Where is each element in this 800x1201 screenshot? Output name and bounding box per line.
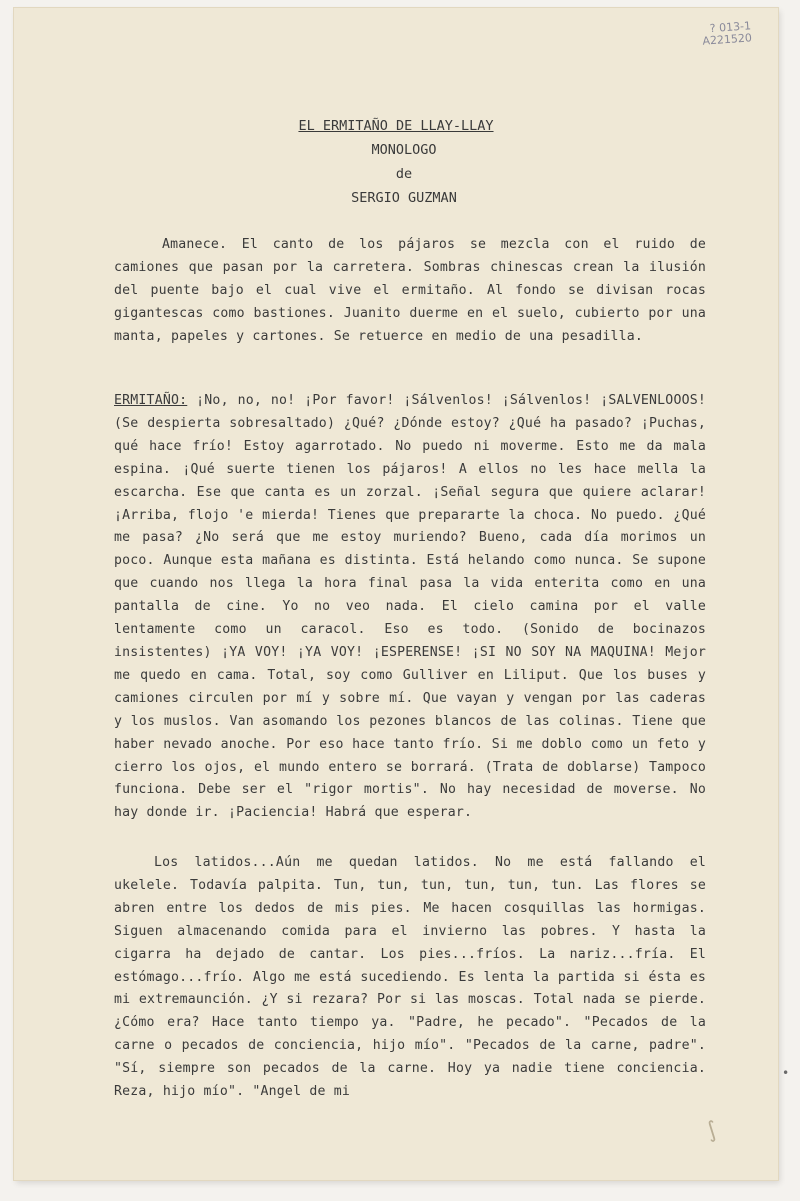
archive-catalog-number [702,20,753,47]
document-header [14,114,778,210]
monologue-paragraph [114,390,706,825]
archive-number-line-2: A221520 [702,31,753,48]
paper-speck-icon: • [782,1066,790,1080]
play-genre: MONOLOGO [371,142,437,158]
play-title: EL ERMITAÑO DE LLAY-LLAY [298,118,494,134]
speaker-label: ERMITAÑO: [114,393,188,408]
author-name: SERGIO GUZMAN [351,190,457,206]
monologue-text: ¡No, no, no! ¡Por favor! ¡Sálvenlos! ¡Sálvenlos! ¡SALVENLOOOS! (Se despierta sobresaltado) ¿Qué? ¿Dónde estoy? ¿Qué ha pasado? ¡Puchas, qué hace frío! Estoy agarrotado. No puedo ni moverme. Esto me da mala espina. ¡Qué suerte tienen los pájaros! A ellos no les hace mella la escarcha. Ese que canta es un zorzal. ¡Señal segura que quiere aclarar! ¡Arriba, flojo 'e mierda! Tienes que prepararte la choca. No puedo. ¿Qué me pasa? ¿No será que me estoy muriendo? Bueno, cada día morimos un poco. Aunque esta mañana es distinta. Está helando como nunca. Se supone que cuando nos llega la hora final pasa la vida enterita como en una pantalla de cine. Yo no veo nada. El cielo camina por el valle lentamente como un caracol. Eso es todo. (Sonido de bocinazos insistentes) ¡YA VOY! ¡YA VOY! ¡ESPERENSE! ¡SI NO SOY NA MAQUINA! Mejor me quedo en cama. Total, soy como Gulliver en Liliput. Que los buses y camiones circulen por mí y sobre mí. Que vayan y vengan por las caderas y los muslos. Van asomando los pezones blancos de las colinas. Tiene que haber nevado anoche. Por eso hace tanto frío. Si me doblo como un feto y cierro los ojos, el mundo entero se borrará. (Trata de doblarse) Tampoco funciona. Debe ser el "rigor mortis". No hay necesidad de moverse. No hay donde ir. ¡Paciencia! Habrá que esperar. [114,393,707,821]
archive-number-line-1: ? 013-1 [709,19,752,36]
author-preposition: de [395,166,413,182]
stage-direction-paragraph: Amanece. El canto de los pájaros se mezcla con el ruido de camiones que pasan por la carretera. Sombras chinescas crean la ilusión del puente bajo el cual vive el ermitaño. Al fondo se divisan rocas gigantescas como bastiones. Juanito duerme en el suelo, cubierto por una manta, papeles y cartones. Se retuerce en medio de una pesadilla. [114,237,706,344]
typewritten-page [14,8,790,1180]
ink-mark-icon: ∫ [702,1116,722,1145]
monologue-continuation-paragraph: Los latidos...Aún me quedan latidos. No me está fallando el ukelele. Todavía palpita. Tun, tun, tun, tun, tun, tun. Las flores se abren entre los dedos de mis pies. Me hacen cosquillas las hormigas. Siguen almacenando comida para el invierno las pobres. Y hasta la cigarra ha dejado de cantar. Los pies...fríos. La nariz...fría. El estómago...frío. Algo me está sucediendo. Es lenta la partida si ésta es mi extremaunción. ¿Y si rezara? Por si las moscas. Total nada se pierde. ¿Cómo era? Hace tanto tiempo ya. "Padre, he pecado". "Pecados de la carne o pecados de conciencia, hijo mío". "Pecados de la carne, padre". "Sí, siempre son pecados de la carne. Hoy ya nadie tiene conciencia. Reza, hijo mío". "Angel de mi [114,855,706,1100]
